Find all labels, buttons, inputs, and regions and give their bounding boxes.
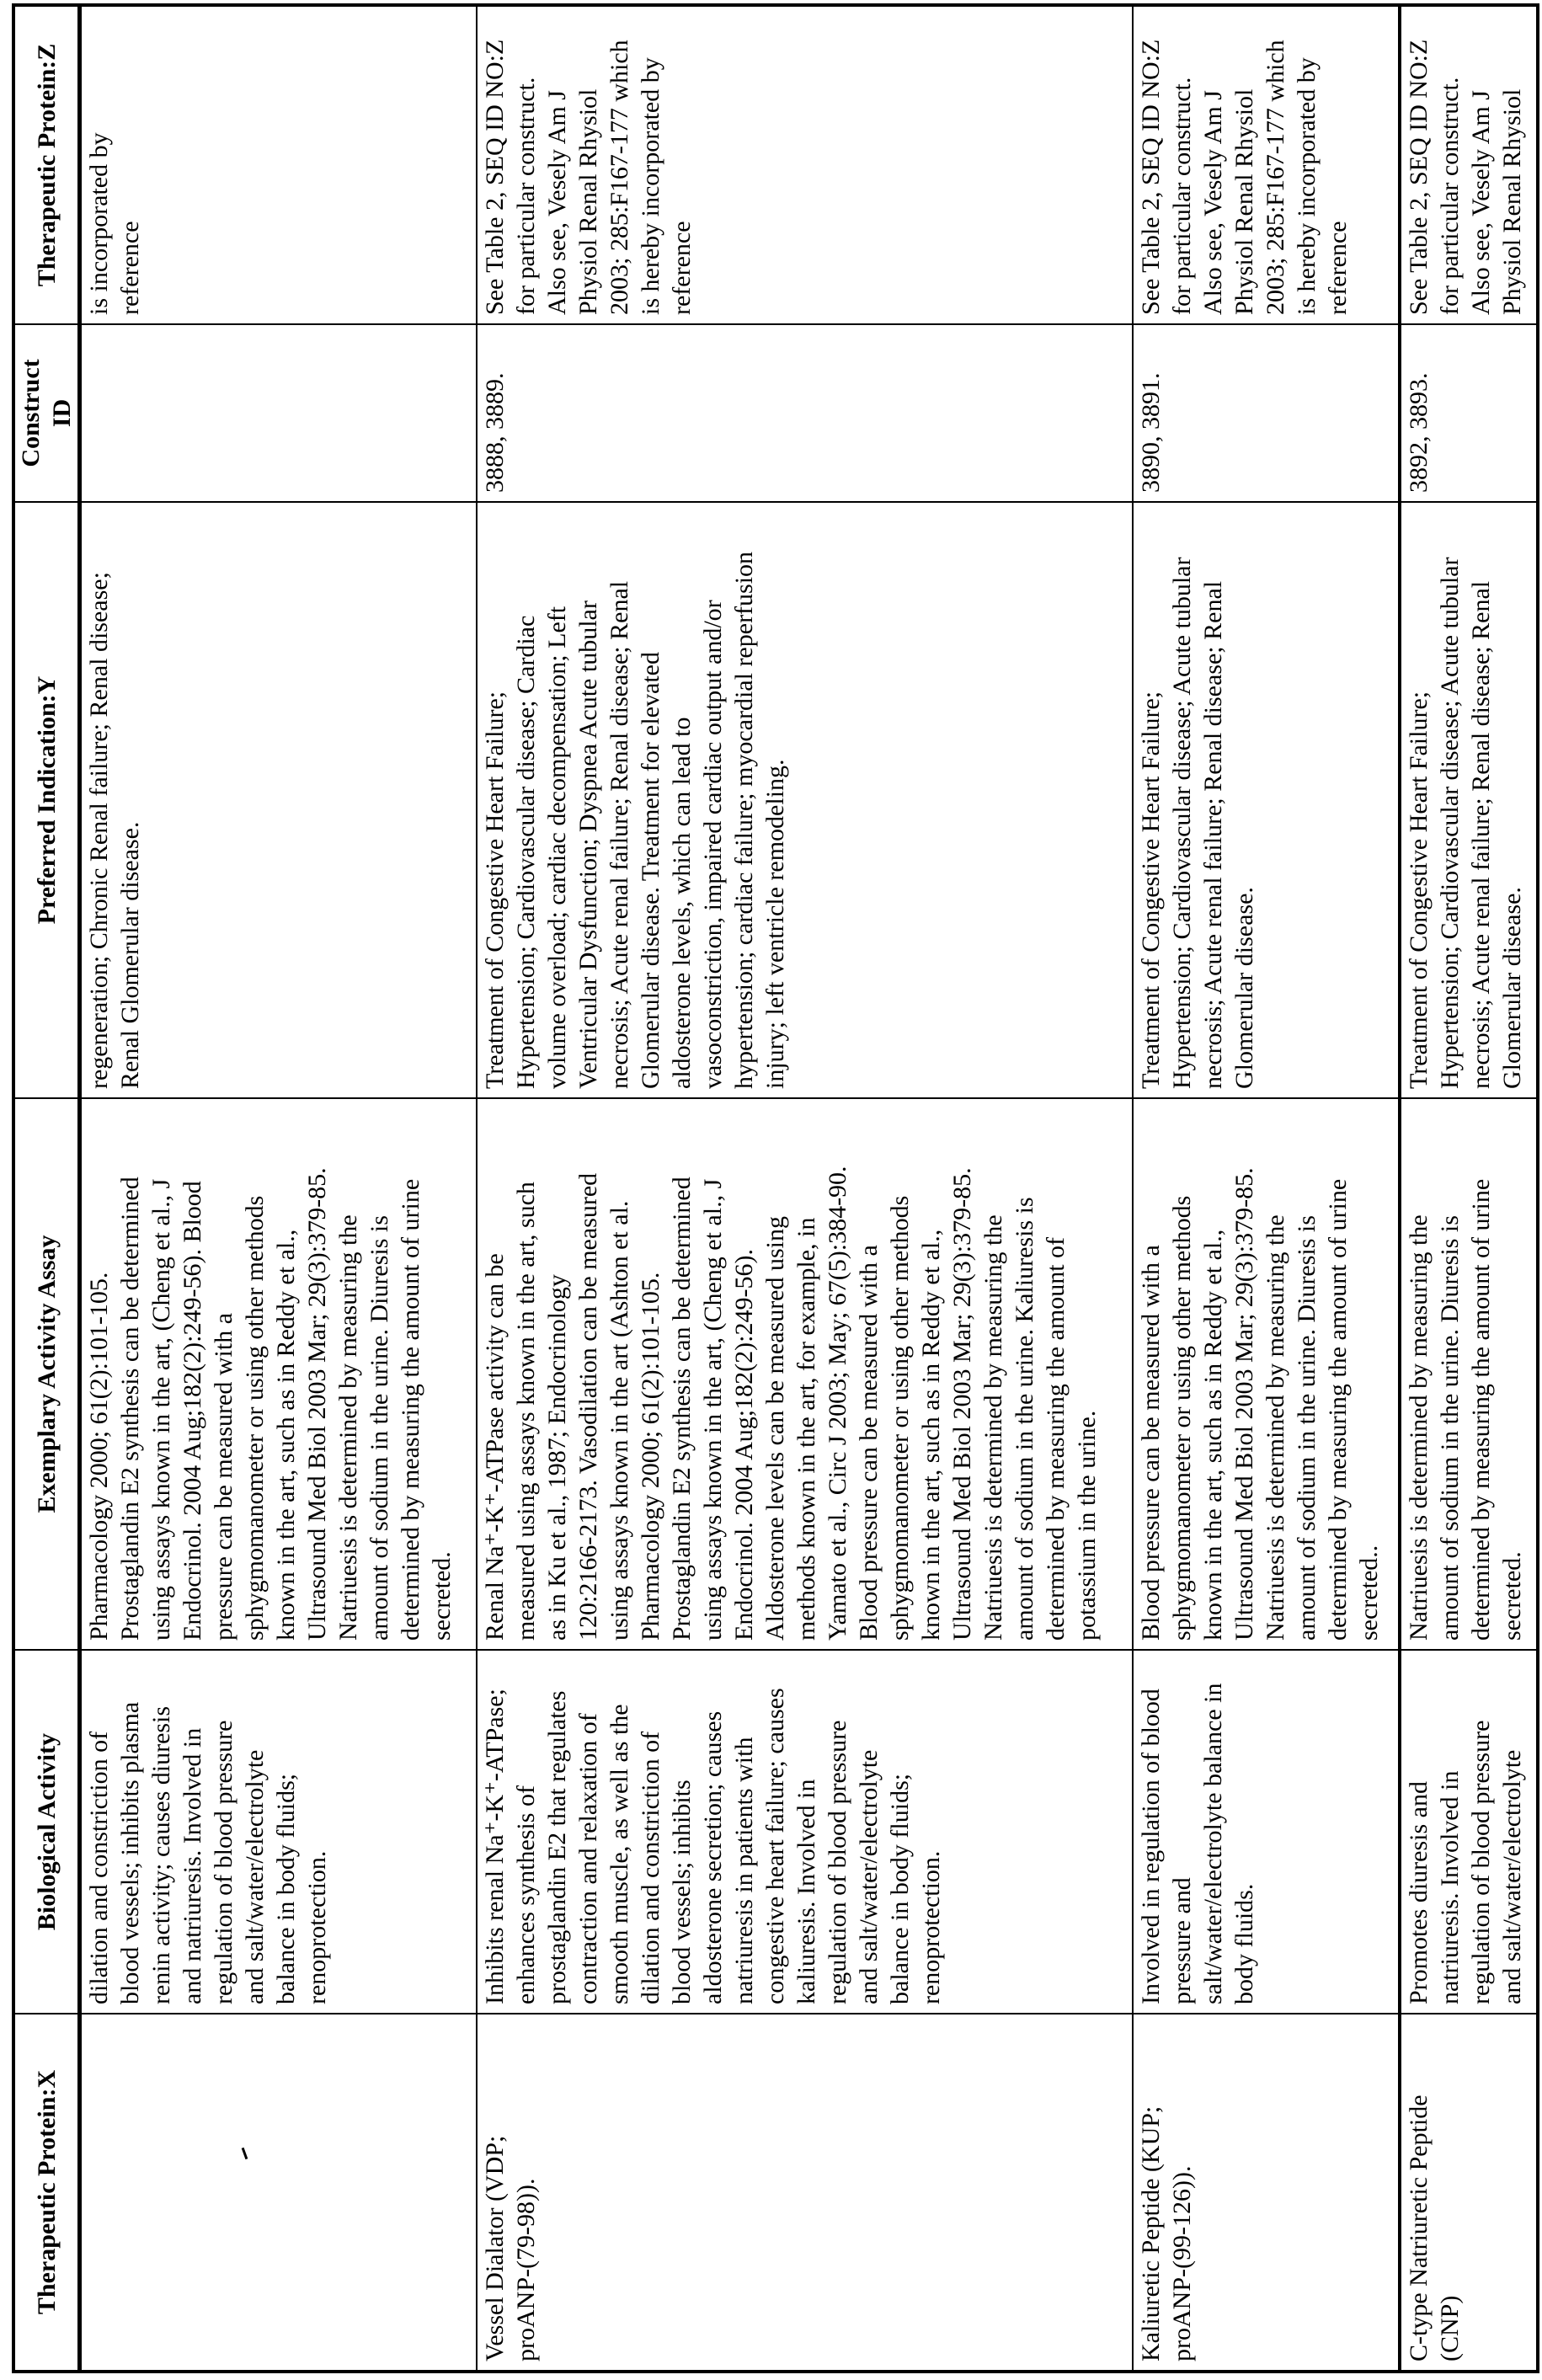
table-row xyxy=(1133,5,1400,2372)
header-construct-id: Construct ID xyxy=(13,324,80,502)
cell-protein-x: Vessel Dialator (VDP; proANP-(79-98)). xyxy=(477,2014,1133,2372)
cell-construct-id: 3892, 3893. xyxy=(1400,324,1538,502)
header-exemplary-activity-assay: Exemplary Activity Assay xyxy=(13,1098,80,1650)
cell-protein-x: C-type Natriuretic Peptide (CNP) xyxy=(1400,2014,1538,2372)
header-row xyxy=(13,5,80,2372)
cell-protein-x xyxy=(80,2014,478,2372)
cell-activity-assay: Pharmacology 2000; 61(2):101-105. Prostaglandin E2 synthesis can be determined using assays known in the art, (Cheng et al., J Endocrinol. 2004 Aug;182(2):249-56). Blood pressure can be measured with a sphygmomanometer or using other methods known in the art, such as in Reddy et al., Ultrasound Med Biol 2003 Mar; 29(3):379-85. Natriuesis is determined by measuring the amount of sodium in the urine. Diuresis is determined by measuring the amount of urine secreted. xyxy=(80,1098,478,1650)
header-therapeutic-protein-z: Therapeutic Protein:Z xyxy=(13,5,80,324)
cell-preferred-indication: regeneration; Chronic Renal failure; Renal disease; Renal Glomerular disease. xyxy=(80,502,478,1098)
header-preferred-indication: Preferred Indication:Y xyxy=(13,502,80,1098)
cell-protein-x: Kaliuretic Peptide (KUP; proANP-(99-126)). xyxy=(1133,2014,1400,2372)
cell-activity-assay: Renal Na⁺-K⁺-ATPase activity can be measured using assays known in the art, such as in Ku et al., 1987; Endocrinology 120:2166-2173. Vasodilation can be measured using assays known in the art (Ashton et al. Pharmacology 2000; 61(2):101-105. Prostaglandin E2 synthesis can be determined using assays known in the art, (Cheng et al., J Endocrinol. 2004 Aug;182(2):249-56). Aldosterone levels can be measured using methods known in the art, for example, in Yamato et al., Circ J 2003; May; 67(5):384-90. Blood pressure can be measured with a sphygmomanometer or using other methods known in the art, such as in Reddy et al., Ultrasound Med Biol 2003 Mar; 29(3):379-85. Natriuesis is determined by measuring the amount of sodium in the urine. Kaliuresis is determined by measuring the amount of potassium in the urine. xyxy=(477,1098,1133,1650)
cell-construct-id xyxy=(80,324,478,502)
header-therapeutic-protein-x: Therapeutic Protein:X xyxy=(13,2014,80,2372)
rotated-page xyxy=(0,0,1542,2380)
cell-biological-activity: Inhibits renal Na⁺-K⁺-ATPase; enhances synthesis of prostaglandin E2 that regulates contraction and relaxation of smooth muscle, as well as the dilation and constriction of blood vessels; inhibits aldosterone secretion; causes natriuresis in patients with congestive heart failure; causes kaliuresis. Involved in regulation of blood pressure and salt/water/electrolyte balance in body fluids; renoprotection. xyxy=(477,1650,1133,2014)
cell-activity-assay: Natriuesis is determined by measuring the amount of sodium in the urine. Diuresis is determined by measuring the amount of urine secreted. xyxy=(1400,1098,1538,1650)
cell-biological-activity: dilation and constriction of blood vessels; inhibits plasma renin activity; causes diuresis and natriuresis. Involved in regulation of blood pressure and salt/water/electrolyte balance in body fluids; renoprotection. xyxy=(80,1650,478,2014)
table-row xyxy=(1400,5,1538,2372)
table-row xyxy=(80,5,478,2372)
cell-preferred-indication: Treatment of Congestive Heart Failure; Hypertension; Cardiovascular disease; Acute tubular necrosis; Acute renal failure; Renal disease; Renal Glomerular disease. xyxy=(1400,502,1538,1098)
table-row xyxy=(477,5,1133,2372)
cell-construct-id: 3890, 3891. xyxy=(1133,324,1400,502)
cell-protein-z: See Table 2, SEQ ID NO:Z for particular construct. Also see, Vesely Am J Physiol Renal Rhysiol 2003; 285:F167-177 which is hereby incorporated by reference xyxy=(477,5,1133,324)
cell-construct-id: 3888, 3889. xyxy=(477,324,1133,502)
cell-preferred-indication: Treatment of Congestive Heart Failure; Hypertension; Cardiovascular disease; Cardiac volume overload; cardiac decompensation; Left Ventricular Dysfunction; Dyspnea Acute tubular necrosis; Acute renal failure; Renal disease; Renal Glomerular disease. Treatment for elevated aldosterone levels, which can lead to vasoconstriction, impaired cardiac output and/or hypertension; cardiac failure; myocardial reperfusion injury; left ventricle remodeling. xyxy=(477,502,1133,1098)
header-biological-activity: Biological Activity xyxy=(13,1650,80,2014)
cell-biological-activity: Involved in regulation of blood pressure and salt/water/electrolyte balance in body fluids. xyxy=(1133,1650,1400,2014)
therapeutic-protein-table xyxy=(12,3,1539,2373)
cell-protein-z: See Table 2, SEQ ID NO:Z for particular construct. Also see, Vesely Am J Physiol Renal Rhysiol 2003; 285:F167-177 which is hereby incorporated by reference xyxy=(1133,5,1400,324)
cell-biological-activity: Promotes diuresis and natriuresis. Involved in regulation of blood pressure and salt/water/electrolyte xyxy=(1400,1650,1538,2014)
cell-activity-assay: Blood pressure can be measured with a sphygmomanometer or using other methods known in the art, such as in Reddy et al., Ultrasound Med Biol 2003 Mar; 29(3):379-85. Natriuesis is determined by measuring the amount of sodium in the urine. Diuresis is determined by measuring the amount of urine secreted.. xyxy=(1133,1098,1400,1650)
cell-preferred-indication: Treatment of Congestive Heart Failure; Hypertension; Cardiovascular disease; Acute tubular necrosis; Acute renal failure; Renal disease; Renal Glomerular disease. xyxy=(1133,502,1400,1098)
cell-protein-z: See Table 2, SEQ ID NO:Z for particular construct. Also see, Vesely Am J Physiol Renal Rhysiol xyxy=(1400,5,1538,324)
cell-protein-z: is incorporated by reference xyxy=(80,5,478,324)
stray-mark xyxy=(242,2148,248,2159)
